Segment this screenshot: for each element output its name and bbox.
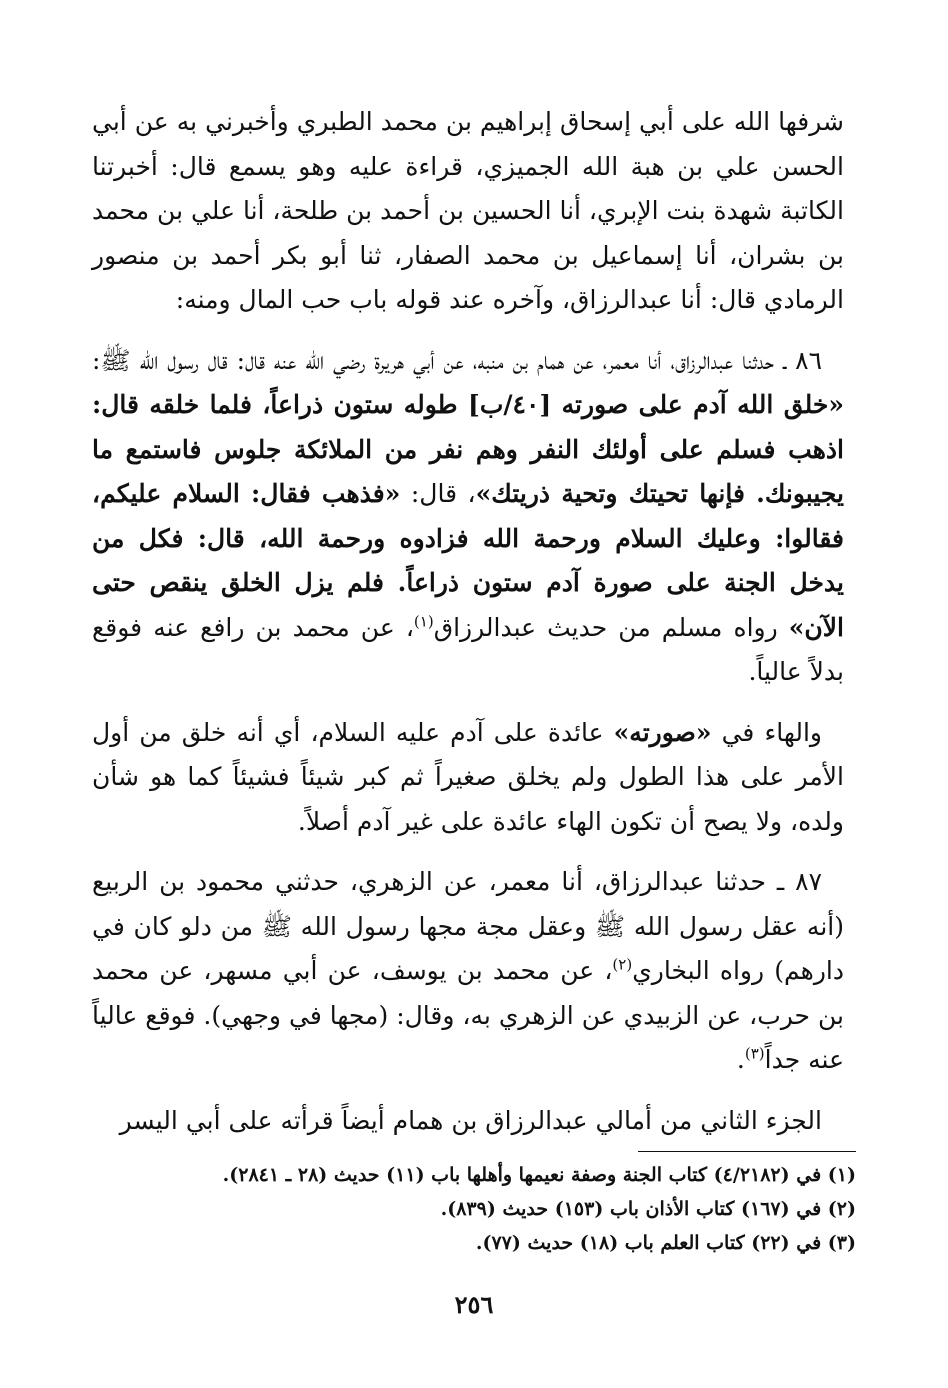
hadith-86-matn-1: «خلق الله آدم على صورته [٤٠/ب] طوله ستون ذراعاً، فلما خلقه قال: اذهب فسلم على أولئك النفر وهم نفر من الملائكة جلوس فاستمع ما يجيبونك. فإنها تحيتك وتحية ذريتك»	[92, 390, 844, 508]
footnote-1: (١) في (٤/٢١٨٢) كتاب الجنة وصفة نعيمها وأهلها باب (١١) حديث (٢٨ ـ ٢٨٤١).	[222, 1164, 856, 1186]
hadith-87-takhrij: ، عن محمد بن يوسف، عن أبي مسهر، عن محمد بن حرب، عن الزبيدي عن الزهري به، وقال: (مجها في وجهي). فوقع عالياً عنه جداً	[92, 956, 844, 1074]
footnote-ref-3: (٣)	[744, 1044, 765, 1063]
main-text	[92, 100, 844, 1143]
hadith-86-connector: ، قال:	[400, 479, 476, 508]
paragraph-hadith-86	[92, 339, 844, 695]
page-number: ٢٥٦	[454, 1290, 494, 1319]
hadith-86-isnad: ٨٦ ـ حدثنا عبدالرزاق، أنا معمر، عن همام بن منبه، عن أبي هريرة رضي الله عنه قال: قال رسول الله ﷺ:	[92, 345, 822, 375]
paragraph-intro: شرفها الله على أبي إسحاق إبراهيم بن محمد الطبري وأخبرني به عن أبي الحسن علي بن هبة الله الجميزي، قراءة عليه وهو يسمع قال: أخبرتنا الكاتبة شهدة بنت الإبري، أنا الحسين بن أحمد بن طلحة، أنا علي بن محمد بن بشران، أنا إسماعيل بن محمد الصفار، ثنا أبو بكر أحمد بن منصور الرمادي قال: أنا عبدالرزاق، وآخره عند قوله باب حب المال ومنه:	[91, 107, 844, 314]
footnote-3: (٣) في (٢٢) كتاب العلم باب (١٨) حديث (٧٧).	[475, 1232, 856, 1254]
commentary-quoted-word: «صورته»	[613, 717, 712, 747]
paragraph-hadith-87	[92, 860, 844, 1083]
hadith-86-ending: ، عن محمد بن رافع عنه فوقع بدلاً عالياً.	[92, 612, 844, 686]
hadith-87-ending: .	[736, 1045, 745, 1074]
paragraph-commentary	[92, 711, 844, 845]
hadith-86-matn-2: «فذهب فقال: السلام عليكم، فقالوا: وعليك السلام ورحمة الله فزادوه ورحمة الله، قال: فكل من يدخل الجنة على صورة آدم ستون ذراعاً. فلم يزل الخلق ينقص حتى الآن»	[92, 479, 844, 642]
paragraph-part-two: الجزء الثاني من أمالي عبدالرزاق بن همام أيضاً قرأته على أبي اليسر	[119, 1105, 822, 1135]
footnote-ref-2: (٢)	[612, 955, 633, 974]
footnote-2: (٢) في (١٦٧) كتاب الأذان باب (١٥٣) حديث (٨٣٩).	[440, 1198, 856, 1220]
commentary-rest: عائدة على آدم عليه السلام، أي أنه خلق من أول الأمر على هذا الطول ولم يخلق صغيراً ثم كبر شيئاً فشيئاً كما هو شأن ولده، ولا يصح أن تكون الهاء عائدة على غير آدم أصلاً.	[92, 717, 844, 836]
footnote-divider	[638, 1151, 856, 1152]
footnote-ref-1: (١)	[413, 612, 434, 631]
commentary-start: والهاء في	[711, 717, 822, 747]
footnotes	[116, 1158, 856, 1260]
hadith-86-takhrij: رواه مسلم من حديث عبدالرزاق	[433, 612, 789, 642]
hadith-87-text: ٨٧ ـ حدثنا عبدالرزاق، أنا معمر، عن الزهري، حدثني محمود بن الربيع (أنه عقل رسول الله ﷺ وعقل مجة مجها رسول الله ﷺ من دلو كان في دارهم) رواه البخاري	[92, 867, 844, 985]
